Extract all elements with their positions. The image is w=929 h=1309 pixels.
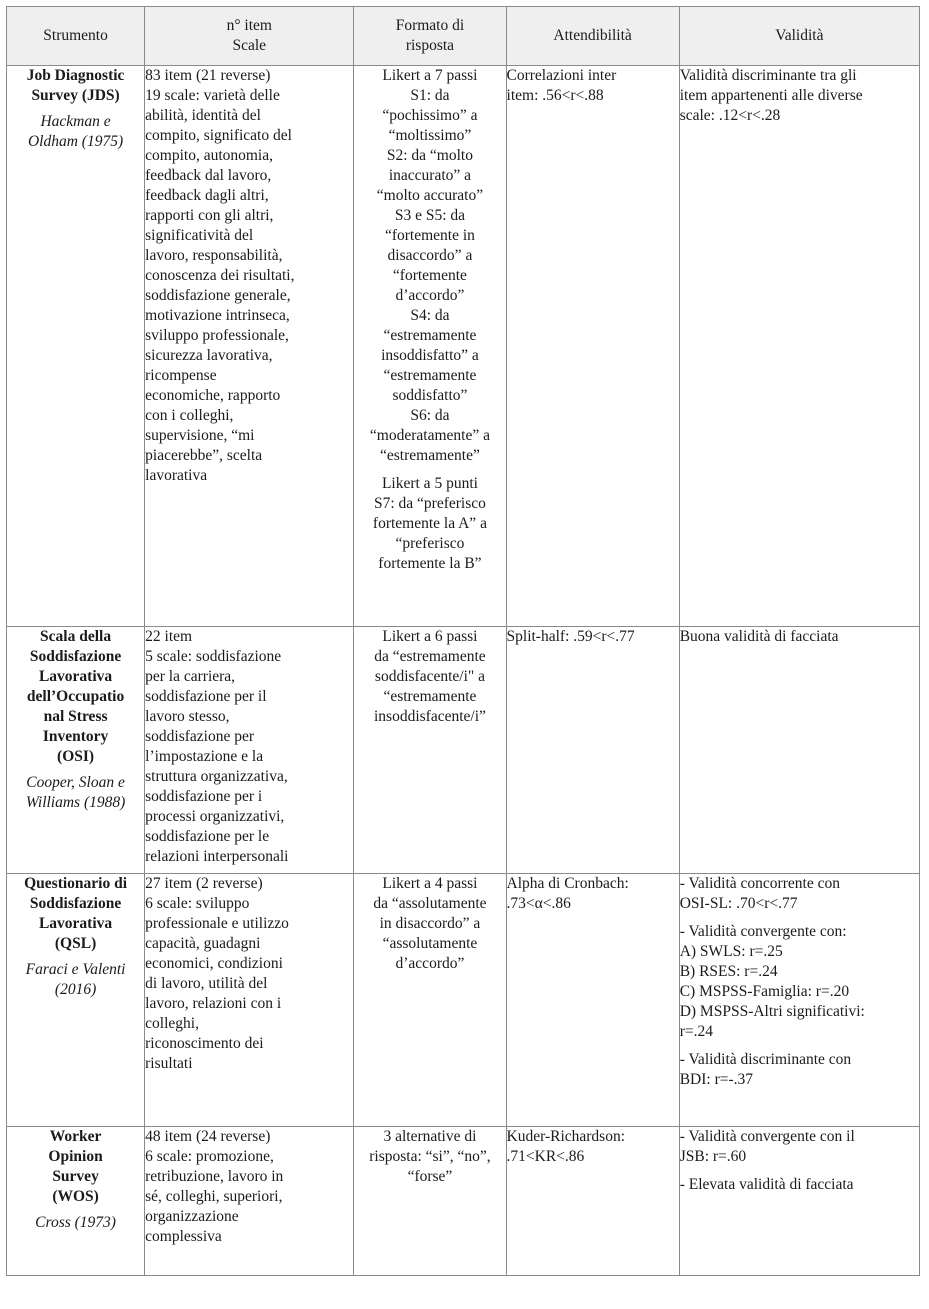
validity-cell: Buona validità di facciata [679,627,919,874]
header-strumento: Strumento [7,7,145,66]
format-cell: Likert a 6 passi da “estremamente soddisfacente/i" a “estremamente insoddisfacente/i” [354,627,506,874]
instrument-cell [7,66,145,627]
reliability-cell: Kuder-Richardson: .71<KR<.86 [506,1127,679,1276]
items-cell: 83 item (21 reverse) 19 scale: varietà delle abilità, identità del compito, significato del compito, autonomia, feedback dal lavoro, feedback dagli altri, rapporti con gli altri, significatività del lavoro, responsabilità, conoscenza dei risultati, soddisfazione generale, motivazione intrinseca, sviluppo professionale, sicurezza lavorativa, ricompense economiche, rapporto con i colleghi, supervisione, “mi piacerebbe”, scelta lavorativa [145,66,354,627]
instrument-name: Worker Opinion Survey (WOS) [48,1128,103,1205]
header-validita: Validità [679,7,919,66]
header-attendibilita: Attendibilità [506,7,679,66]
table-row [7,1127,920,1276]
instruments-table [6,6,920,1276]
instrument-author: Cooper, Sloan e Williams (1988) [25,774,126,811]
reliability-cell: Split-half: .59<r<.77 [506,627,679,874]
header-formato: Formato di risposta [354,7,506,66]
table-row [7,66,920,627]
instrument-cell [7,627,145,874]
instrument-author: Hackman e Oldham (1975) [27,113,124,150]
instrument-author: Cross (1973) [35,1214,116,1231]
instrument-cell [7,874,145,1127]
items-cell: 22 item 5 scale: soddisfazione per la carriera, soddisfazione per il lavoro stesso, soddisfazione per l’impostazione e la struttura organizzativa, soddisfazione per i processi organizzativi, soddisfazione per le relazioni interpersonali [145,627,354,874]
format-cell: Likert a 7 passi S1: da “pochissimo” a “moltissimo” S2: da “molto inaccurato” a “molto accurato” S3 e S5: da “fortemente in disaccordo” a “fortemente d’accordo” S4: da “estremamente insoddisfatto” a “estremamente soddisfatto” S6: da “moderatamente” a “estremamente” Likert a 5 punti S7: da “preferisco fortemente la A” a “preferisco fortemente la B” [354,66,506,627]
instrument-name: Scala della Soddisfazione Lavorativa dell’Occupatio nal Stress Inventory (OSI) [26,628,125,765]
validity-cell: Validità discriminante tra gli item appartenenti alle diverse scale: .12<r<.28 [679,66,919,627]
items-cell: 48 item (24 reverse) 6 scale: promozione, retribuzione, lavoro in sé, colleghi, superiori, organizzazione complessiva [145,1127,354,1276]
instrument-cell [7,1127,145,1276]
validity-cell: - Validità concorrente con OSI-SL: .70<r<.77 - Validità convergente con: A) SWLS: r=.25 B) RSES: r=.24 C) MSPSS-Famiglia: r=.20 D) MSPSS-Altri significativi: r=.24 - Validità discriminante con BDI: r=-.37 [679,874,919,1127]
validity-cell: - Validità convergente con il JSB: r=.60 - Elevata validità di facciata [679,1127,919,1276]
table-row [7,627,920,874]
table-row [7,874,920,1127]
format-cell: 3 alternative di risposta: “si”, “no”, “forse” [354,1127,506,1276]
header-item-scale: n° item Scale [145,7,354,66]
instrument-name: Questionario di Soddisfazione Lavorativa (QSL) [24,875,128,952]
instrument-name: Job Diagnostic Survey (JDS) [26,67,125,104]
reliability-cell: Alpha di Cronbach: .73<α<.86 [506,874,679,1127]
table-header-row [7,7,920,66]
items-cell: 27 item (2 reverse) 6 scale: sviluppo professionale e utilizzo capacità, guadagni economici, condizioni di lavoro, utilità del lavoro, relazioni con i colleghi, riconoscimento dei risultati [145,874,354,1127]
format-cell: Likert a 4 passi da “assolutamente in disaccordo” a “assolutamente d’accordo” [354,874,506,1127]
reliability-cell: Correlazioni inter item: .56<r<.88 [506,66,679,627]
instrument-author: Faraci e Valenti (2016) [25,961,126,998]
